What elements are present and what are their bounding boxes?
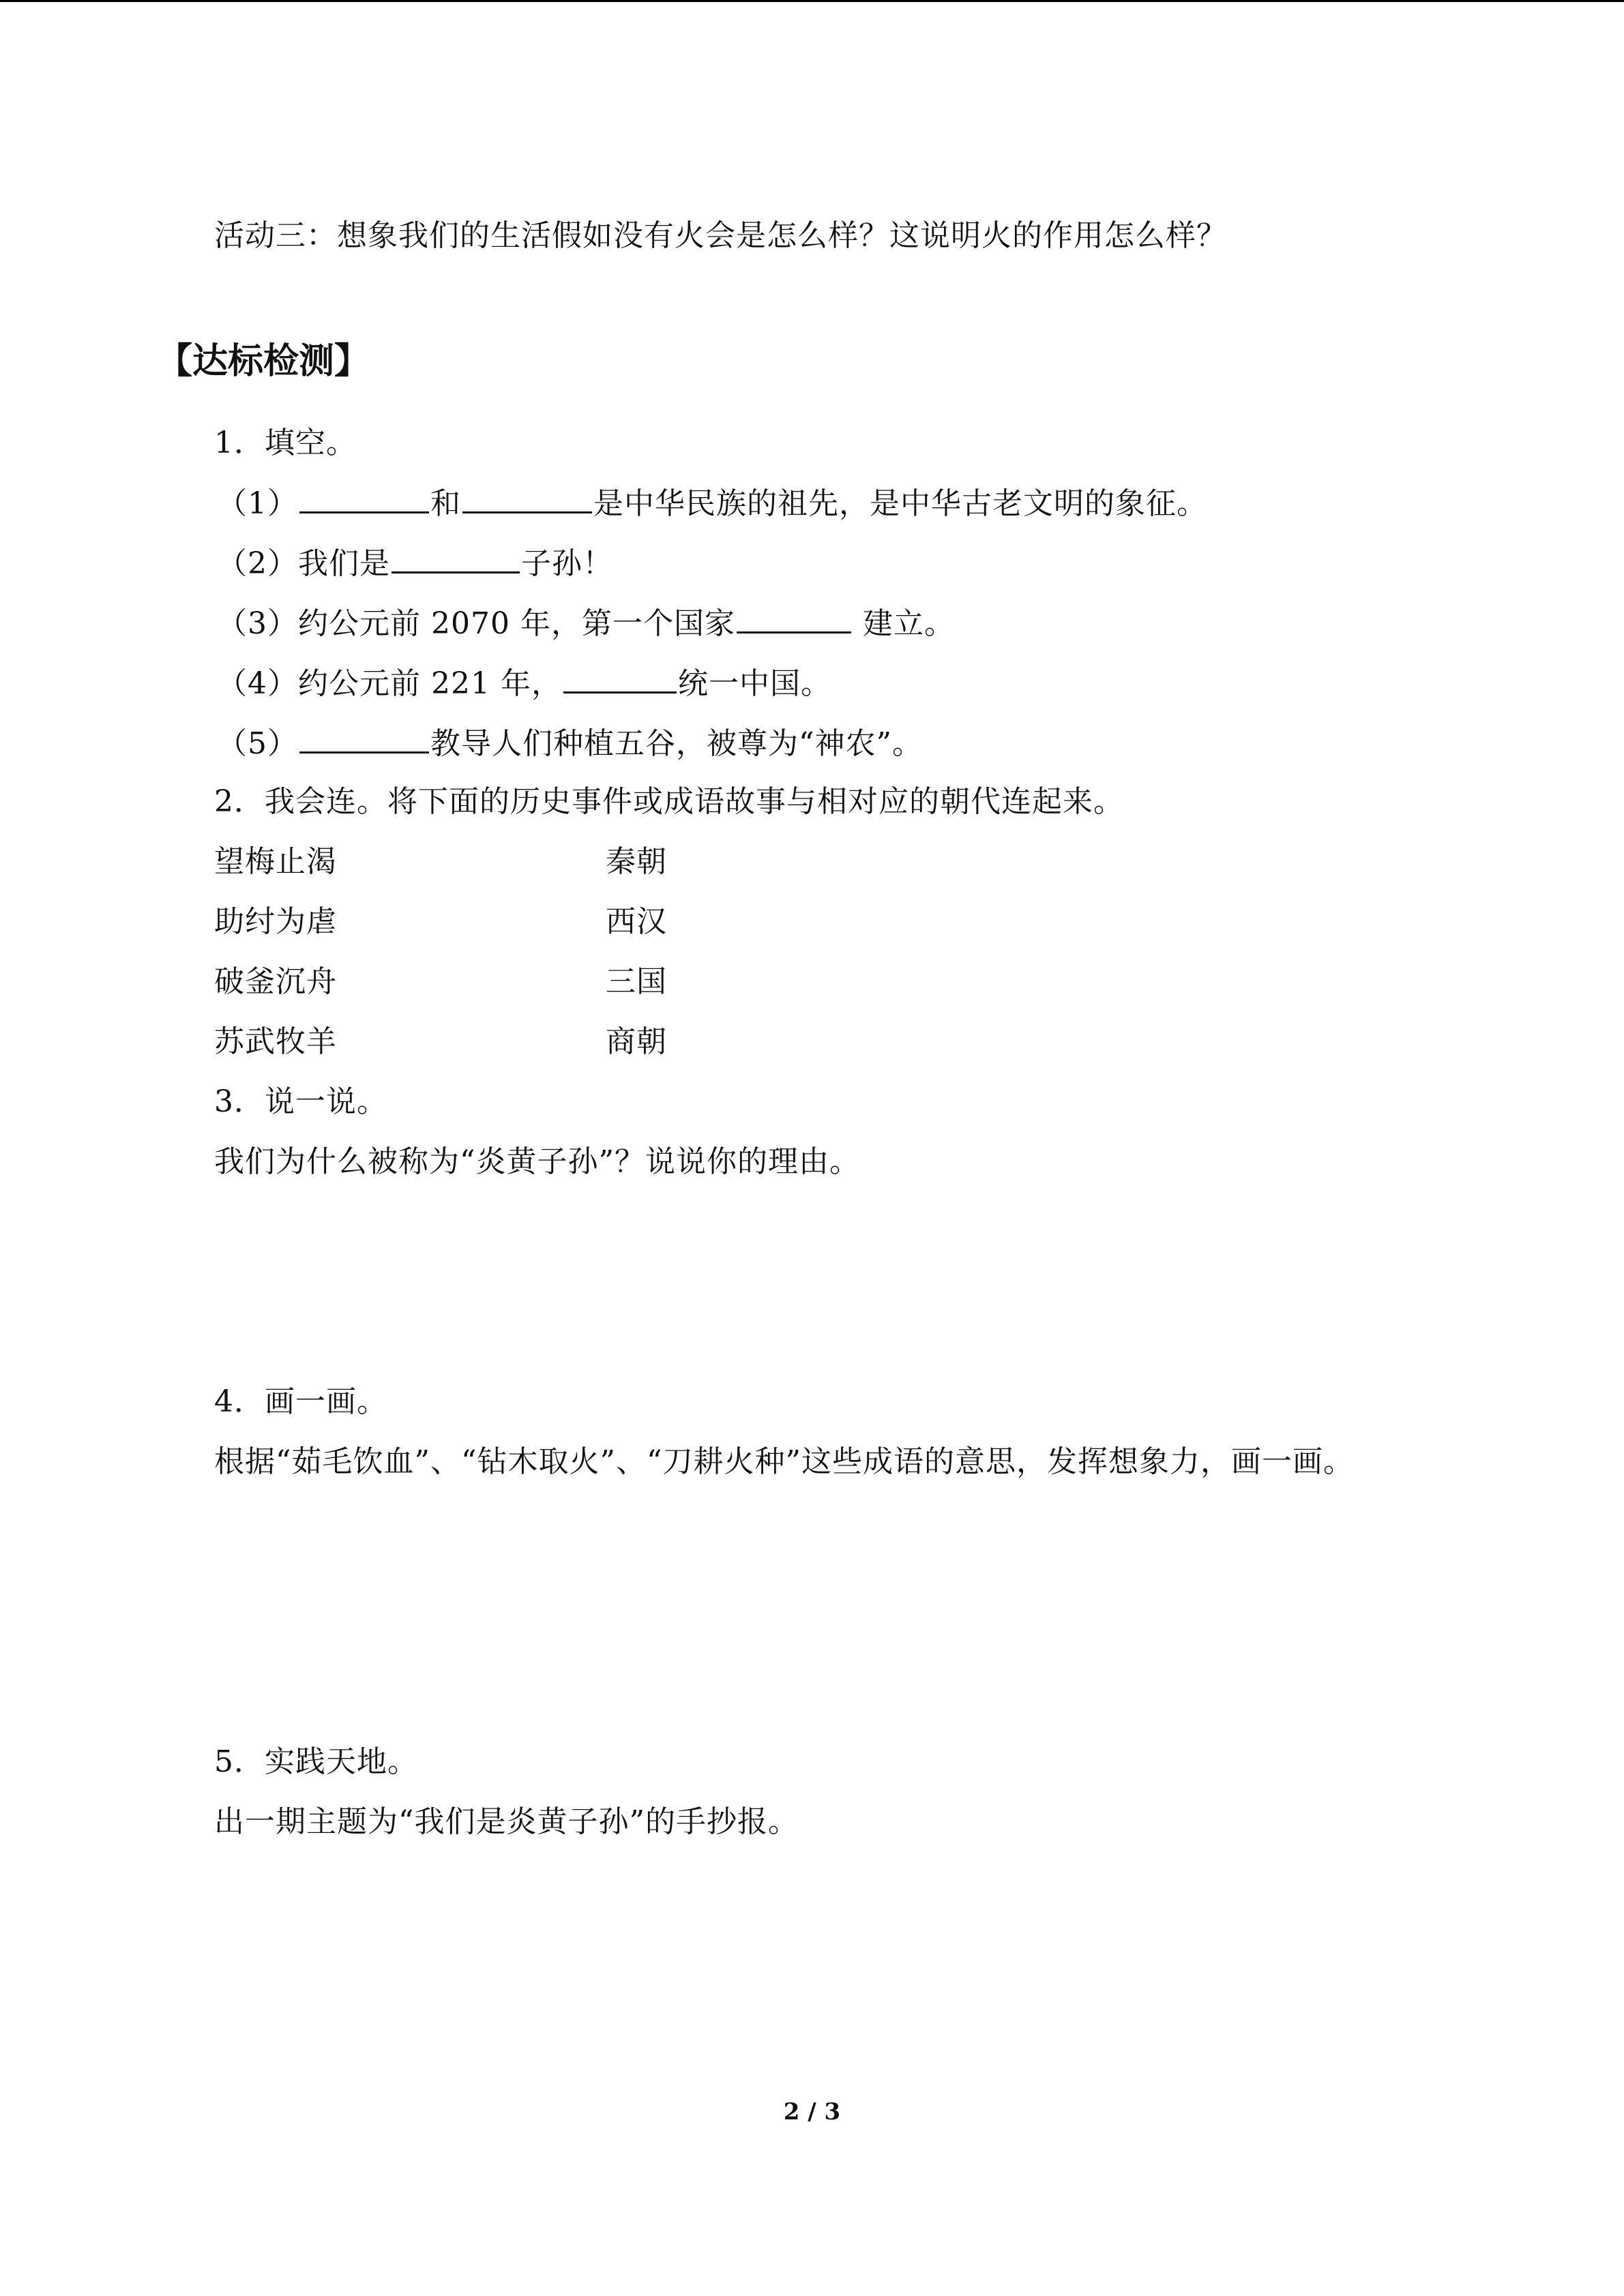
match-left-item-1[interactable]: 望梅止渴 [214, 844, 337, 879]
q2-title: 2．我会连。将下面的历史事件或成语故事与相对应的朝代连起来。 [214, 784, 1124, 819]
q1-item-2-prefix: 我们是 [298, 546, 390, 581]
fill-blank-1a[interactable] [299, 483, 429, 513]
q5-prompt: 出一期主题为“我们是炎黄子孙”的手抄报。 [214, 1804, 799, 1839]
fill-blank-5[interactable] [299, 723, 429, 754]
q3-title: 3．说一说。 [214, 1084, 387, 1119]
fill-blank-4[interactable] [563, 663, 677, 694]
fill-blank-2[interactable] [392, 543, 520, 573]
q1-item-4-text: 统一中国。 [677, 666, 831, 701]
q1-item-5-text: 教导人们种植五谷，被尊为“神农”。 [430, 726, 923, 761]
match-right-item-1[interactable]: 秦朝 [606, 844, 667, 879]
q1-item-3-text: 建立。 [852, 606, 955, 641]
match-left-item-3[interactable]: 破釜沉舟 [214, 964, 337, 999]
match-left-item-4[interactable]: 苏武牧羊 [214, 1024, 337, 1059]
q1-item-4-number: （4） [217, 666, 298, 701]
q1-item-4 [217, 663, 831, 703]
fill-blank-1b[interactable] [462, 483, 592, 513]
section-heading: 【达标检测】 [157, 341, 370, 382]
q1-item-3-prefix: 约公元前 2070 年，第一个国家 [298, 606, 735, 641]
q1-title: 1．填空。 [214, 426, 357, 460]
q1-item-5 [217, 723, 923, 763]
q1-item-2-number: （2） [217, 546, 298, 581]
q1-item-1-connector: 和 [430, 486, 461, 521]
match-right-item-3[interactable]: 三国 [606, 964, 667, 999]
match-right-item-4[interactable]: 商朝 [606, 1024, 667, 1059]
q1-item-3 [217, 603, 955, 643]
match-left-item-2[interactable]: 助纣为虐 [214, 904, 337, 939]
q1-item-2-text: 子孙！ [521, 546, 613, 581]
q5-title: 5．实践天地。 [214, 1744, 418, 1779]
q1-item-1-text: 是中华民族的祖先，是中华古老文明的象征。 [593, 486, 1207, 521]
q1-item-4-prefix: 约公元前 221 年， [298, 666, 562, 701]
match-right-item-2[interactable]: 西汉 [606, 904, 667, 939]
fill-blank-3[interactable] [737, 603, 851, 633]
q4-prompt: 根据“茹毛饮血”、“钻木取火”、“刀耕火种”这些成语的意思，发挥想象力，画一画。 [214, 1444, 1354, 1479]
q3-prompt: 我们为什么被称为“炎黄子孙”？说说你的理由。 [214, 1144, 860, 1179]
q1-item-5-number: （5） [217, 726, 298, 761]
activity-3-prompt: 活动三：想象我们的生活假如没有火会是怎么样？这说明火的作用怎么样？ [214, 218, 1227, 253]
q1-item-3-number: （3） [217, 606, 298, 641]
top-border [0, 0, 1624, 2]
q1-item-1-number: （1） [217, 486, 298, 521]
q1-item-2 [217, 543, 613, 583]
q4-title: 4．画一画。 [214, 1384, 387, 1419]
page-number: 2 / 3 [783, 2098, 841, 2126]
q1-item-1 [217, 483, 1207, 523]
